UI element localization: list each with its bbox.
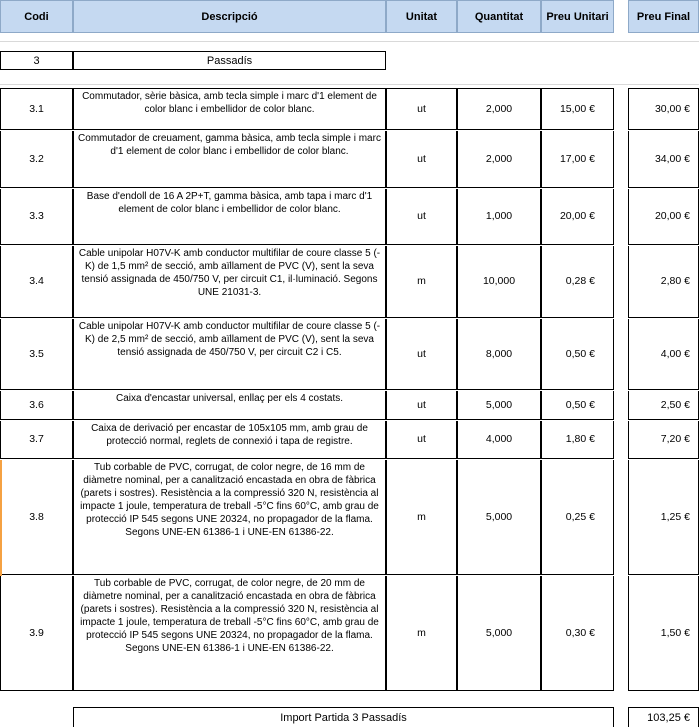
section-code[interactable]: 3 [0, 51, 73, 70]
total-value[interactable]: 103,25 € [628, 707, 699, 727]
item-unit[interactable]: ut [386, 391, 457, 420]
item-final-price[interactable]: 1,25 € [628, 460, 699, 575]
item-description[interactable]: Caixa de derivació per encastar de 105x105 mm, amb grau de protecció normal, reglets de connexió i tapa de registre. [73, 421, 386, 459]
item-code[interactable]: 3.7 [0, 421, 73, 459]
item-unit-price[interactable]: 0,50 € [541, 391, 614, 420]
item-quantity[interactable]: 5,000 [457, 576, 541, 691]
item-code[interactable]: 3.9 [0, 576, 73, 691]
item-quantity[interactable]: 2,000 [457, 131, 541, 188]
item-description[interactable]: Caixa d'encastar universal, enllaç per els 4 costats. [73, 391, 386, 420]
item-final-price[interactable]: 20,00 € [628, 189, 699, 245]
item-description[interactable]: Tub corbable de PVC, corrugat, de color negre, de 16 mm de diàmetre nominal, per a canalització encastada en obra de fàbrica (parets i sostres). Resistència a la compressió 320 N, resistència al impacte 1 joule, temperatura de treball -5°C fins 60°C, amb grau de protecció IP 545 segons UNE 20324, no propagador de la flama. Segons UNE-EN 61386-1 i UNE-EN 61386-22. [73, 460, 386, 575]
item-unit[interactable]: ut [386, 88, 457, 130]
item-description[interactable]: Base d'endoll de 16 A 2P+T, gamma bàsica, amb tapa i marc d'1 element de color blanc i embellidor de color blanc. [73, 189, 386, 245]
item-final-price[interactable]: 7,20 € [628, 421, 699, 459]
header-quantitat[interactable]: Quantitat [457, 0, 541, 33]
item-unit-price[interactable]: 0,30 € [541, 576, 614, 691]
item-description[interactable]: Commutador de creuament, gamma bàsica, amb tecla simple i marc d'1 element de color blanc i embellidor de color blanc. [73, 131, 386, 188]
item-unit[interactable]: ut [386, 131, 457, 188]
grid-line [0, 41, 699, 42]
item-code[interactable]: 3.1 [0, 88, 73, 130]
item-unit-price[interactable]: 0,50 € [541, 319, 614, 390]
header-preu-unitari[interactable]: Preu Unitari [541, 0, 614, 33]
item-unit-price[interactable]: 17,00 € [541, 131, 614, 188]
header-preu-final[interactable]: Preu Final [628, 0, 699, 33]
item-unit[interactable]: m [386, 246, 457, 318]
item-unit[interactable]: m [386, 576, 457, 691]
item-final-price[interactable]: 2,80 € [628, 246, 699, 318]
item-final-price[interactable]: 4,00 € [628, 319, 699, 390]
item-final-price[interactable]: 1,50 € [628, 576, 699, 691]
total-label[interactable]: Import Partida 3 Passadís [73, 707, 614, 727]
section-title[interactable]: Passadís [73, 51, 386, 70]
item-unit-price[interactable]: 15,00 € [541, 88, 614, 130]
item-unit-price[interactable]: 20,00 € [541, 189, 614, 245]
item-code[interactable]: 3.6 [0, 391, 73, 420]
item-unit[interactable]: ut [386, 421, 457, 459]
item-code[interactable]: 3.8 [0, 460, 73, 575]
item-unit-price[interactable]: 0,28 € [541, 246, 614, 318]
item-quantity[interactable]: 5,000 [457, 391, 541, 420]
item-description[interactable]: Cable unipolar H07V-K amb conductor multifilar de coure classe 5 (-K) de 1,5 mm² de secció, amb aïllament de PVC (V), sent la seva tensió assignada de 450/750 V, per circuit C1, il·luminació. Segons UNE 21031-3. [73, 246, 386, 318]
item-unit[interactable]: ut [386, 189, 457, 245]
item-code[interactable]: 3.4 [0, 246, 73, 318]
item-code[interactable]: 3.3 [0, 189, 73, 245]
item-quantity[interactable]: 2,000 [457, 88, 541, 130]
header-codi[interactable]: Codi [0, 0, 73, 33]
item-unit-price[interactable]: 0,25 € [541, 460, 614, 575]
item-final-price[interactable]: 34,00 € [628, 131, 699, 188]
item-code[interactable]: 3.5 [0, 319, 73, 390]
item-final-price[interactable]: 30,00 € [628, 88, 699, 130]
item-quantity[interactable]: 5,000 [457, 460, 541, 575]
item-description[interactable]: Tub corbable de PVC, corrugat, de color negre, de 20 mm de diàmetre nominal, per a canalització encastada en obra de fàbrica (parets i sostres). Resistència a la compressió 320 N, resistència al impacte 1 joule, temperatura de treball -5°C fins 60°C, amb grau de protecció IP 545 segons UNE 20324, no propagador de la flama. Segons UNE-EN 61386-1 i UNE-EN 61386-22. [73, 576, 386, 691]
grid-line [0, 84, 699, 85]
item-code[interactable]: 3.2 [0, 131, 73, 188]
item-quantity[interactable]: 1,000 [457, 189, 541, 245]
item-quantity[interactable]: 8,000 [457, 319, 541, 390]
item-unit[interactable]: m [386, 460, 457, 575]
item-unit[interactable]: ut [386, 319, 457, 390]
item-final-price[interactable]: 2,50 € [628, 391, 699, 420]
item-description[interactable]: Commutador, sèrie bàsica, amb tecla simple i marc d'1 element de color blanc i embellidor de color blanc. [73, 88, 386, 130]
selection-edge [0, 460, 2, 576]
item-unit-price[interactable]: 1,80 € [541, 421, 614, 459]
header-unitat[interactable]: Unitat [386, 0, 457, 33]
header-descripcio[interactable]: Descripció [73, 0, 386, 33]
item-quantity[interactable]: 10,000 [457, 246, 541, 318]
item-description[interactable]: Cable unipolar H07V-K amb conductor multifilar de coure classe 5 (-K) de 2,5 mm² de secció, amb aïllament de PVC (V), sent la seva tensió assignada de 450/750 V, per circuit C2 i C5. [73, 319, 386, 390]
item-quantity[interactable]: 4,000 [457, 421, 541, 459]
